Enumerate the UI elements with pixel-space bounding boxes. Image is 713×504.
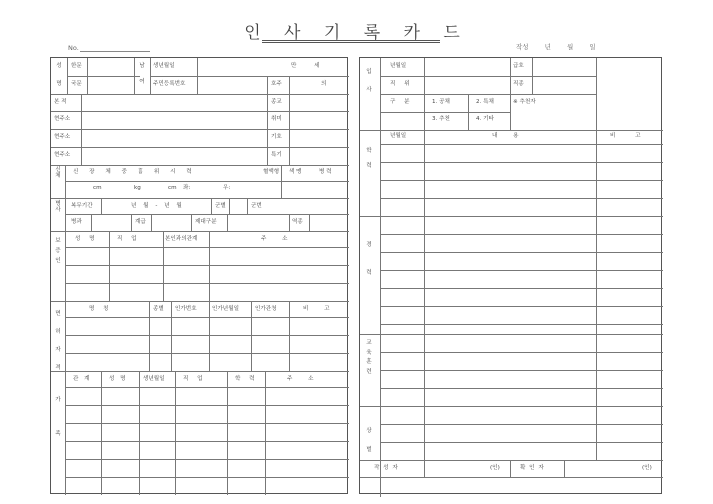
label-family-name: 성 명 [109, 376, 126, 382]
label-family: 가 족 [55, 397, 61, 437]
label-body-headers: 신 장 체 중 흉 위 시 력 [73, 169, 192, 175]
left-form [50, 57, 348, 494]
label-award: 상 벌 [366, 428, 372, 454]
label-disease: 병 력 [319, 169, 332, 175]
page-title: 인 사 기 록 카 드 [244, 23, 469, 43]
label-education-note: 비 고 [610, 133, 641, 139]
label-cm: cm [93, 185, 102, 191]
hire-option-2[interactable]: 2. 특채 [476, 99, 494, 105]
label-position: 직 위 [390, 81, 410, 87]
label-yeo: 여 [139, 79, 145, 85]
label-kg: kg [134, 185, 141, 191]
label-gukmun: 국문 [71, 81, 82, 87]
label-family-job: 직 업 [183, 376, 203, 382]
label-myeong: 명 [56, 81, 62, 87]
label-recommender: ※ 추천자 [513, 99, 536, 105]
title-underline [262, 40, 440, 41]
label-colorblind: 색 맹 [289, 169, 302, 175]
label-hyeonjuso-3: 현주소 [54, 152, 71, 158]
label-left-eye: 좌: [183, 185, 191, 191]
label-guarantor-address: 주 소 [261, 236, 288, 242]
label-license-agency: 인가관청 [255, 306, 277, 312]
label-guarantor-name: 성 명 [75, 236, 95, 242]
label-service-type: 역종 [292, 219, 303, 225]
label-military: 병 사 [55, 201, 61, 213]
label-age: 만 세 [291, 63, 320, 69]
label-license-name: 명 칭 [89, 306, 109, 312]
label-nam: 남 [139, 63, 145, 69]
label-rrn: 주민등록번호 [153, 81, 186, 87]
label-seong: 성 [56, 63, 62, 69]
label-hoju: 호주 [271, 81, 282, 87]
label-specialty: 병과 [71, 219, 82, 225]
writer-seal[interactable]: (인) [490, 465, 500, 471]
label-hire-date: 년월일 [390, 63, 407, 69]
label-education: 학 력 [366, 148, 372, 169]
record-number-field[interactable] [80, 51, 150, 52]
label-giho: 기호 [271, 134, 282, 140]
label-education-content: 내 용 [492, 133, 519, 139]
title-underline-2 [262, 42, 440, 43]
label-license-date: 인가년월일 [212, 306, 240, 312]
label-job-kind: 직종 [513, 81, 524, 87]
label-birth: 생년월일 [153, 63, 175, 69]
label-license-number: 인가번호 [175, 306, 197, 312]
label-bonjeok: 본 적 [54, 99, 67, 105]
checker-seal[interactable]: (인) [642, 465, 652, 471]
label-family-relation: 관 계 [73, 376, 90, 382]
label-writer: 작 성 자 [374, 465, 398, 471]
label-service-number: 군번 [251, 203, 262, 209]
label-checker: 확 인 자 [520, 465, 544, 471]
label-hire-category: 구 분 [390, 99, 410, 105]
label-hyeonjuso: 현주소 [54, 116, 71, 122]
label-guarantor-relation: 본인과의관계 [165, 236, 198, 242]
label-guarantor-job: 직 업 [117, 236, 137, 242]
label-salary: 급호 [513, 63, 524, 69]
hire-option-4[interactable]: 4. 기타 [476, 116, 494, 122]
label-chwimi: 취미 [271, 116, 282, 122]
hire-option-3[interactable]: 3. 추천 [432, 116, 450, 122]
hire-option-1[interactable]: 1. 공채 [432, 99, 450, 105]
label-hire: 입 사 [366, 69, 372, 93]
label-training: 교 육 훈 련 [366, 340, 372, 375]
label-guarantor: 보 증 인 [55, 238, 61, 265]
label-license-note: 비 고 [303, 306, 330, 312]
label-family-education: 학 력 [235, 376, 255, 382]
label-service-range: 년 월 - 년 월 [131, 203, 182, 209]
label-hanmun: 한문 [71, 63, 82, 69]
label-blood: 혈액형 [263, 169, 280, 175]
label-teukgi: 특기 [271, 152, 282, 158]
written-date-label: 작성 년 월 일 [516, 43, 596, 51]
label-license: 면 허 자 격 [55, 311, 61, 371]
label-education-date: 년월일 [390, 133, 407, 139]
label-hoju-suffix: 의 [321, 81, 327, 87]
label-jongkyo: 종교 [271, 99, 282, 105]
record-number-label: No. [68, 44, 79, 52]
label-cm-2: cm [168, 185, 177, 191]
label-license-type: 종별 [153, 306, 164, 312]
label-career: 경 력 [366, 242, 372, 276]
label-service-period: 복무기간 [71, 203, 93, 209]
label-family-address: 주 소 [287, 376, 314, 382]
label-rank: 계급 [135, 219, 146, 225]
label-branch: 군별 [215, 203, 226, 209]
label-family-birth: 생년월일 [143, 376, 165, 382]
right-form [359, 57, 662, 494]
label-hyeonjuso-2: 현주소 [54, 134, 71, 140]
label-right-eye: 우: [223, 185, 231, 191]
label-discharge: 제대구분 [195, 219, 217, 225]
label-sinche: 신 체 [55, 167, 61, 179]
